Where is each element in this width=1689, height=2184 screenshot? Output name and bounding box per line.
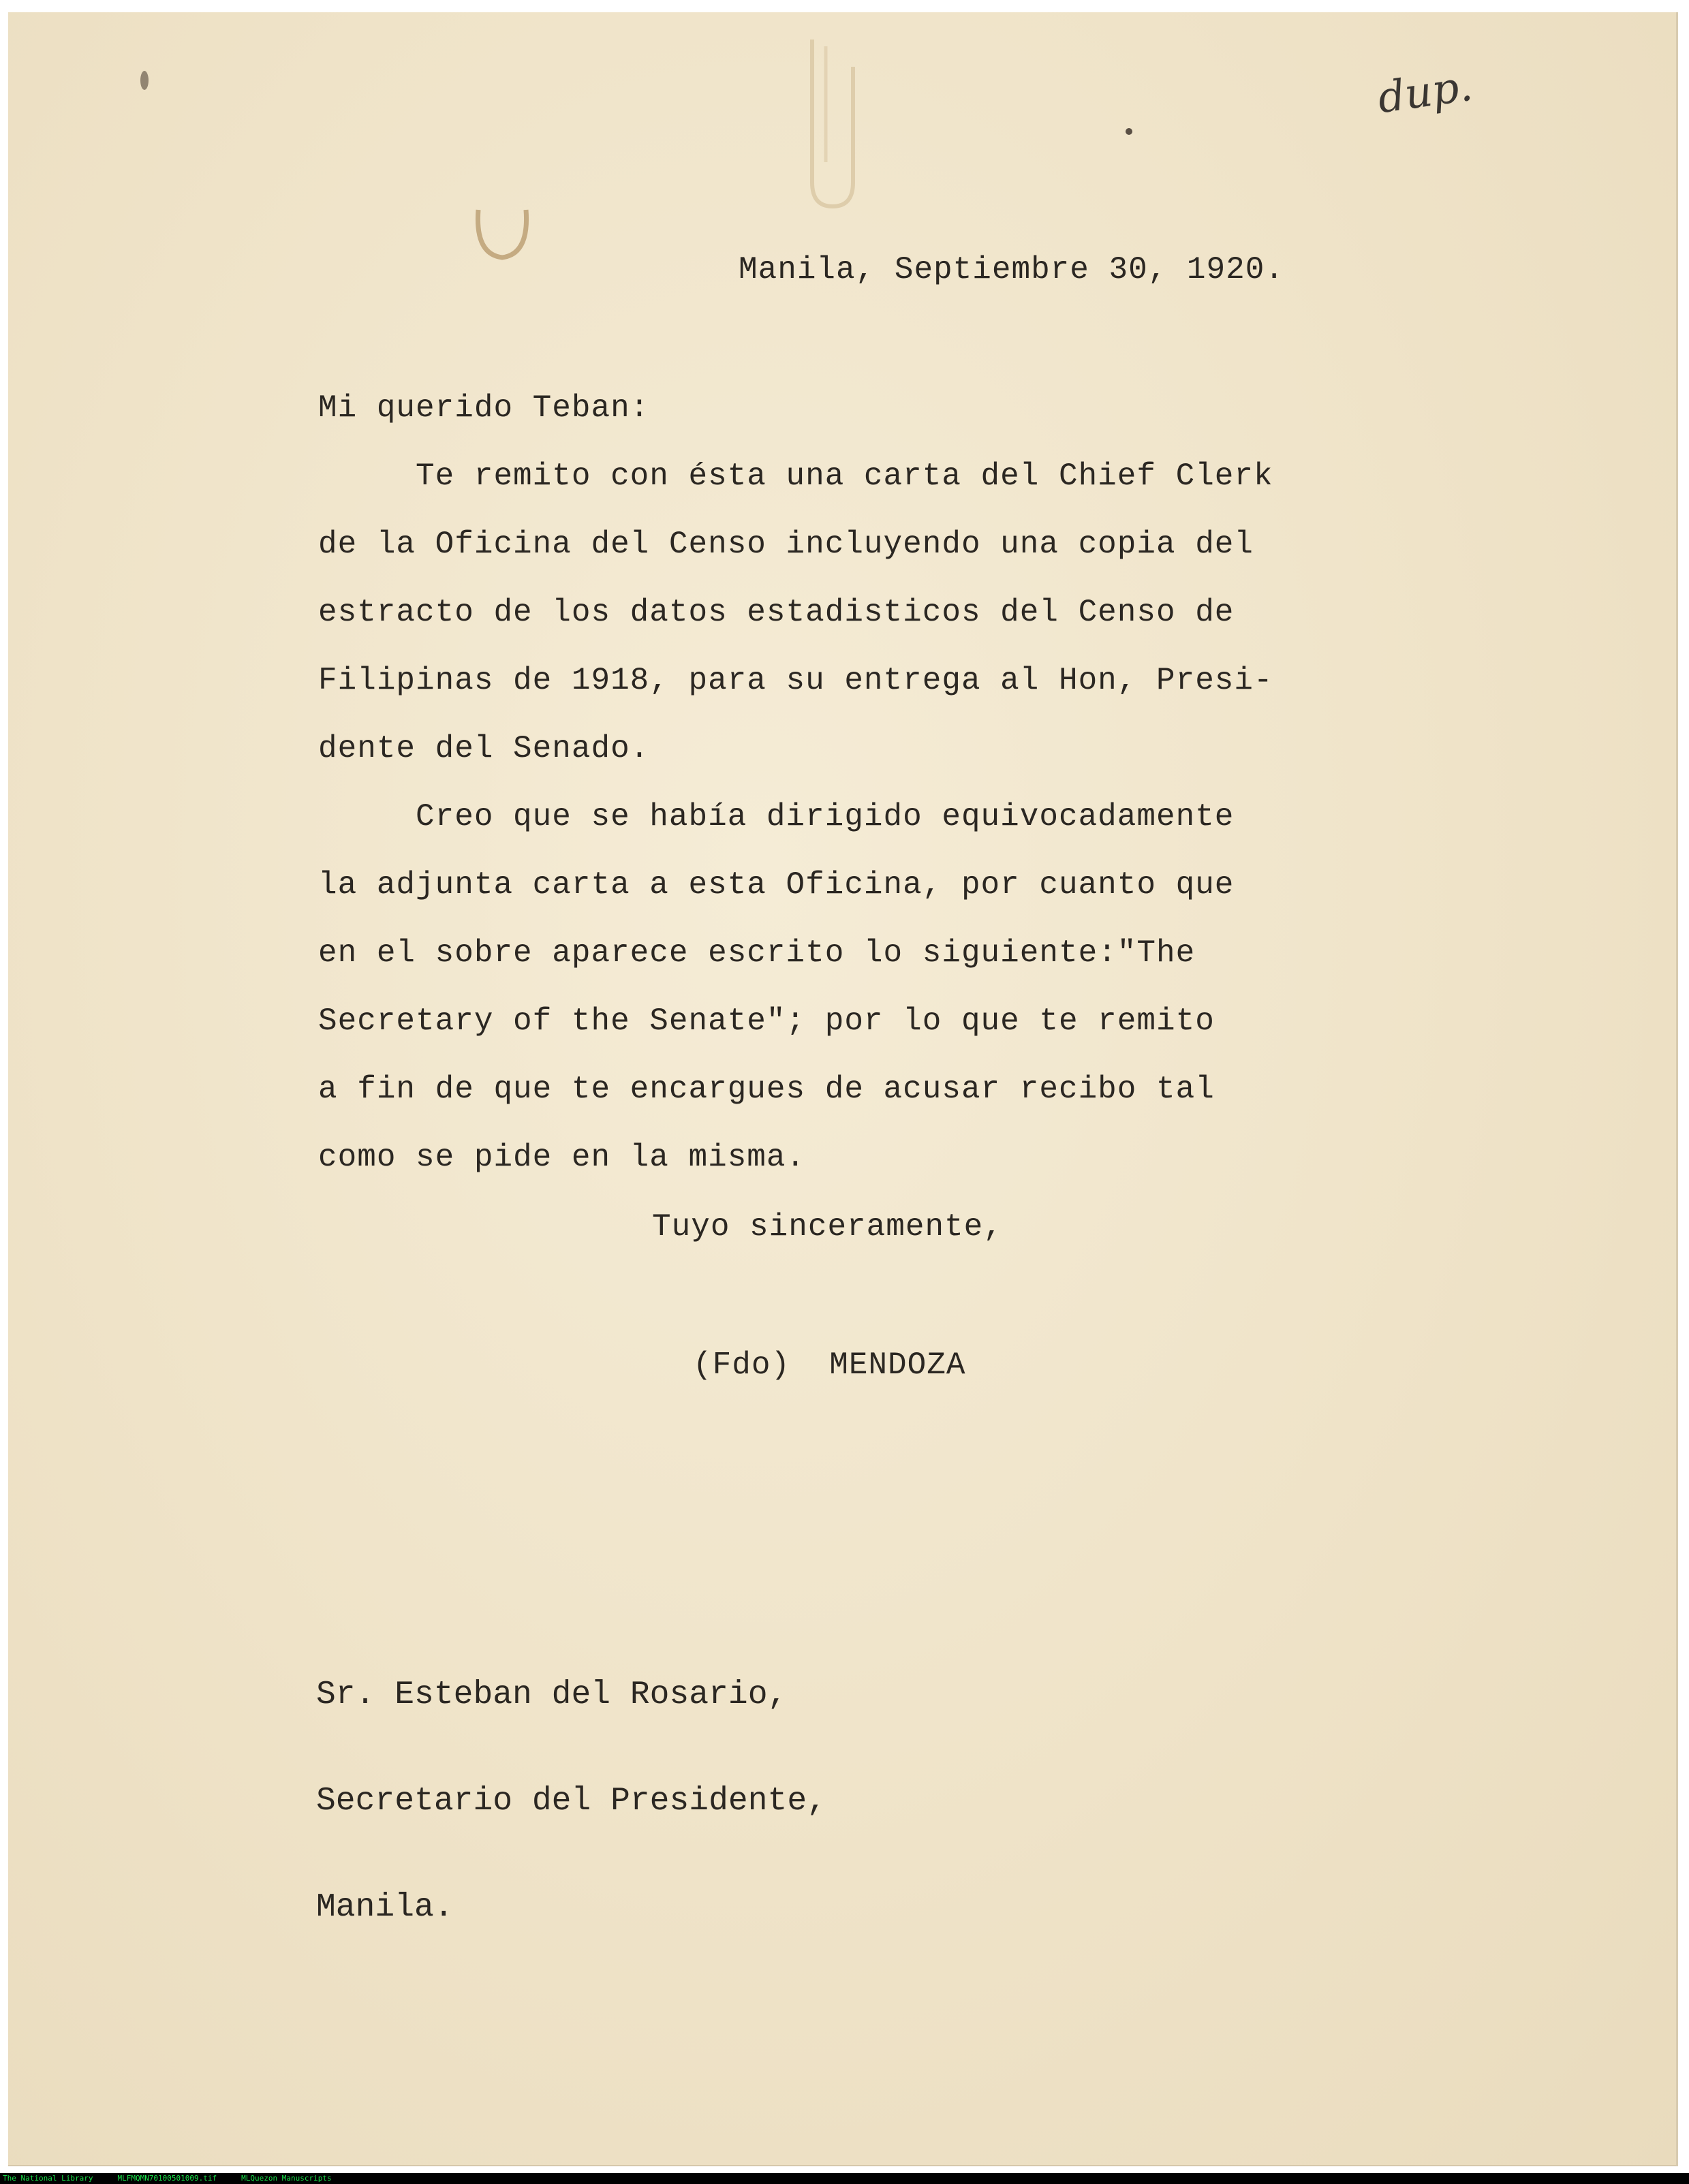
paperclip-stain-icon	[792, 26, 873, 217]
closing: Tuyo sinceramente,	[652, 1209, 1003, 1245]
paragraph-line: Creo que se había dirigido equivocadamente	[318, 799, 1235, 834]
footer-collection: MLQuezon Manuscripts	[241, 2174, 332, 2183]
ink-spot-icon	[131, 60, 158, 101]
paragraph-line: Filipinas de 1918, para su entrega al Hon, Presi-	[318, 663, 1273, 698]
paragraph-line: como se pide en la misma.	[318, 1140, 806, 1175]
clip-rust-mark-icon	[465, 196, 546, 271]
recipient-line: Manila.	[316, 1889, 454, 1926]
letter-date: Manila, Septiembre 30, 1920.	[739, 252, 1284, 287]
paragraph-line: Secretary of the Senate"; por lo que te remito	[318, 1003, 1215, 1039]
paper-sheet	[8, 12, 1678, 2166]
paragraph-line: estracto de los datos estadisticos del Censo de	[318, 595, 1235, 630]
recipient-line: Sr. Esteban del Rosario,	[316, 1676, 788, 1713]
footer-filename: MLFMQMN70100501009.tif	[117, 2174, 217, 2183]
paragraph-line: dente del Senado.	[318, 731, 650, 766]
paragraph-line: la adjunta carta a esta Oficina, por cuanto que	[318, 867, 1235, 903]
paragraph-line: a fin de que te encargues de acusar recibo tal	[318, 1072, 1215, 1107]
handwritten-note: dup.	[1374, 60, 1476, 123]
salutation: Mi querido Teban:	[318, 390, 650, 426]
footer-library: The National Library	[3, 2174, 93, 2183]
recipient-address	[316, 1606, 826, 1996]
paragraph-line: Te remito con ésta una carta del Chief Clerk	[318, 458, 1273, 494]
paragraph-line: de la Oficina del Censo incluyendo una copia del	[318, 527, 1254, 562]
scan-footer	[0, 2173, 1689, 2184]
dot-mark-icon	[1122, 125, 1136, 138]
recipient-line: Secretario del Presidente,	[316, 1783, 826, 1820]
paragraph-line: en el sobre aparece escrito lo siguiente:"The	[318, 935, 1196, 971]
signature: (Fdo) MENDOZA	[693, 1347, 966, 1383]
